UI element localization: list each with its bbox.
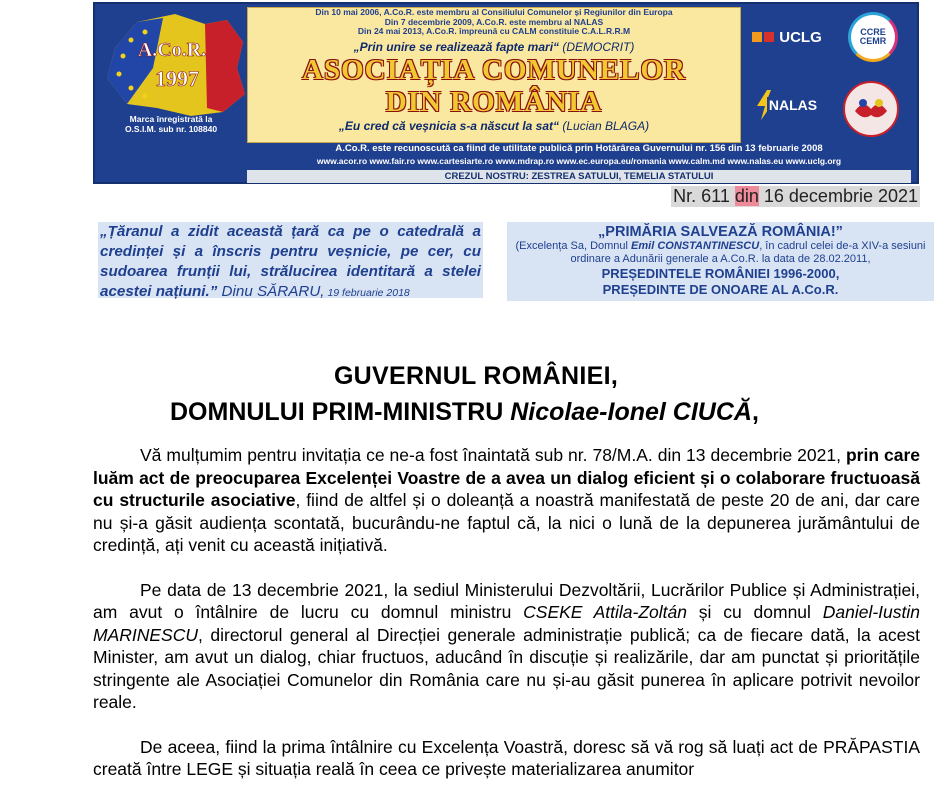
trademark-registration: Marca înregistrată la O.S.I.M. sub nr. 108840 — [124, 114, 218, 134]
public-utility-note: A.Co.R. este recunoscută ca fiind de utilitate publică prin Hotărârea Guvernului nr. 156 din 13 februarie 2008 — [335, 143, 823, 154]
association-title: ASOCIAȚIA COMUNELOR DIN ROMÂNIA — [302, 53, 686, 118]
association-title-panel — [247, 7, 741, 143]
uclg-logo: UCLG — [747, 11, 827, 63]
quote-author: Dinu SĂRARU, — [217, 283, 325, 300]
paragraph: Vă mulțumim pentru invitația ce ne-a fost înaintată sub nr. 78/M.A. din 13 decembrie 2021, prin care luăm act de preocuparea Excelenței Voastre de a avea un dialog eficient și o colaborare fructuoasă cu structurile asociative, fiind de altfel și o doleanță a noastră manifestată de peste 20 de ani, dar care nu și-a găsit audiența scontată, bucurându-ne faptul că, la nici o lună de la depunerea jurământului de credință, ați venit cu această inițiativă. — [93, 445, 920, 555]
ccre-cemr-logo: CCRE CEMR — [837, 11, 909, 63]
motto-bottom: „Eu cred că veșnicia s-a născut la sat“ (Lucian BLAGA) — [338, 118, 650, 133]
quote-role: PREȘEDINTELE ROMÂNIEI 1996-2000, — [601, 266, 840, 281]
calrrm-logo — [843, 81, 899, 137]
creed-bar: CREZUL NOSTRU: ZESTREA SATULUI, TEMELIA STATULUI — [247, 170, 911, 183]
addressee-heading: GUVERNUL ROMÂNIEI, — [333, 362, 619, 390]
saraau-quote-box — [98, 222, 483, 298]
quote-title: „PRIMĂRIA SALVEAZĂ ROMÂNIA!” — [598, 224, 843, 240]
constantinescu-quote-box — [507, 222, 934, 301]
letter-body — [93, 444, 920, 803]
motto-top: „Prin unire se realizează fapte mari“ (DEMOCRIT) — [353, 39, 635, 54]
addressee-subheading: DOMNULUI PRIM-MINISTRU Nicolae-Ionel CIUCĂ, — [170, 398, 759, 426]
logo-acor-text: A.Co.R. — [137, 39, 207, 61]
header-banner — [93, 2, 919, 184]
logo-year-text: 1997 — [155, 66, 199, 91]
issue-number: Nr. 611 din 16 decembrie 2021 — [673, 186, 918, 206]
membership-line: Din 7 decembrie 2009, A.Co.R. este membru al NALAS — [384, 16, 604, 27]
quote-context: (Excelența Sa, Domnul Emil CONSTANTINESCU, în cadrul celei de-a XIV-a sesiuni ordinare a Adunării generale a A.Co.R. la data de 28.02.2011, — [515, 240, 926, 265]
membership-line: Din 24 mai 2013, A.Co.R. împreună cu CALM constituie C.A.L.R.R.M — [357, 26, 631, 36]
partner-logos — [743, 7, 915, 141]
quote-date: 19 februarie 2018 — [324, 287, 410, 299]
website-links[interactable]: www.acor.ro www.fair.ro www.cartesiarte.ro www.mdrap.ro www.ec.europa.eu/romania www.calm.md www.nalas.eu www.uclg.org — [316, 156, 842, 166]
quote-text: „Țăranul a zidit această țară ca pe o catedrală a credinței și a înscris pentru veșnicie, pe cer, cu sudoarea frunții lui, strălucirea identitară a stelei acestei națiuni.” — [100, 223, 481, 300]
membership-line: Din 10 mai 2006, A.Co.R. este membru al Consiliului Comunelor și Regiunilor din Europa — [315, 7, 673, 17]
nalas-logo: NALAS — [747, 79, 827, 131]
paragraph: De aceea, fiind la prima întâlnire cu Excelența Voastră, doresc să vă rog să luați act de PRĂPASTIA creată între LEGE și situația reală în ceea ce privește materializarea anumitor — [93, 736, 920, 779]
quote-role: PREȘEDINTE DE ONOARE AL A.Co.R. — [602, 282, 839, 297]
paragraph: Pe data de 13 decembrie 2021, la sediul Ministerului Dezvoltării, Lucrărilor Publice și Administrației, am avut o întâlnire de lucru cu domnul ministru CSEKE Attila-Zoltán și cu domnul Daniel-Iustin MARINESCU, directorul general al Direcției generale administrație publică; ca de fiecare dată, la acest Minister, am avut un dialog, chiar fructuos, aducând în discuție și realizările, dar am punctat și prioritățile stringente ale Asociației Comunelor din România care nu și-au găsit punerea în aplicare potrivit nevoilor reale. — [93, 579, 921, 712]
